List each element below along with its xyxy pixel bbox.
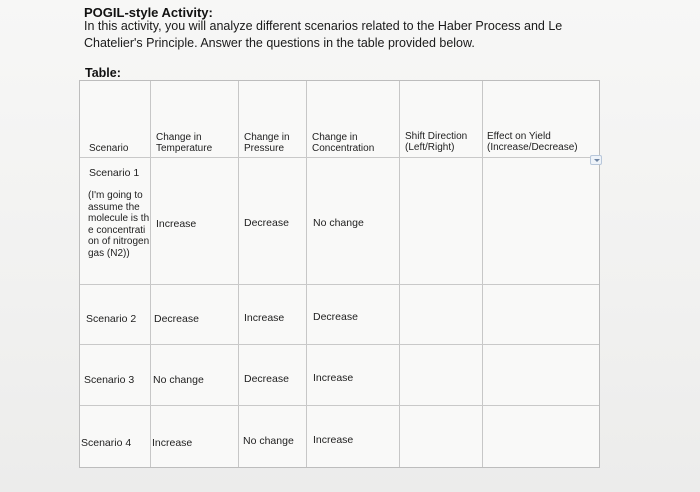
header-shift-direction: Shift Direction (Left/Right)	[405, 131, 468, 153]
table-label: Table:	[85, 66, 121, 80]
scenario-2-label: Scenario 2	[86, 313, 137, 325]
scenario-3-temperature[interactable]: No change	[153, 374, 204, 386]
scenario-1-pressure[interactable]: Decrease	[244, 217, 289, 229]
header-concentration: Change in Concentration	[312, 132, 375, 154]
scenario-4-label: Scenario 4	[81, 437, 132, 449]
column-divider	[238, 81, 239, 467]
header-effect-on-yield: Effect on Yield (Increase/Decrease)	[487, 131, 578, 153]
scenario-1-concentration[interactable]: No change	[313, 217, 364, 229]
column-divider	[482, 81, 483, 467]
scenario-1-temperature[interactable]: Increase	[156, 218, 197, 230]
scenario-2-pressure[interactable]: Increase	[244, 312, 285, 324]
scenario-2-temperature[interactable]: Decrease	[154, 313, 199, 325]
activity-instructions: In this activity, you will analyze different scenarios related to the Haber Process and Le Chatelier's Principle. Answer the questions in the table provided below.	[84, 19, 563, 50]
column-divider	[306, 81, 307, 467]
scenario-4-concentration[interactable]: Increase	[313, 434, 354, 446]
row-divider	[80, 284, 599, 285]
scenario-table	[79, 80, 600, 468]
activity-heading: POGIL-style Activity:	[84, 5, 213, 20]
row-divider	[80, 344, 599, 345]
row-divider	[80, 405, 599, 406]
header-temperature: Change in Temperature	[156, 132, 213, 154]
yield-dropdown-toggle[interactable]	[590, 155, 602, 165]
scenario-2-concentration[interactable]: Decrease	[313, 311, 358, 323]
scenario-3-concentration[interactable]: Increase	[313, 372, 354, 384]
scenario-1-note: (I'm going to assume the molecule is the concentration of nitrogen gas (N2))	[88, 190, 150, 259]
row-divider	[80, 157, 599, 158]
scenario-3-pressure[interactable]: Decrease	[244, 373, 289, 385]
column-divider	[150, 81, 151, 467]
header-pressure: Change in Pressure	[244, 132, 290, 154]
scenario-4-temperature[interactable]: Increase	[152, 437, 193, 449]
scenario-4-pressure[interactable]: No change	[243, 435, 294, 447]
header-scenario: Scenario	[89, 143, 129, 154]
column-divider	[399, 81, 400, 467]
scenario-3-label: Scenario 3	[84, 374, 135, 386]
scenario-1-label: Scenario 1	[89, 167, 140, 179]
